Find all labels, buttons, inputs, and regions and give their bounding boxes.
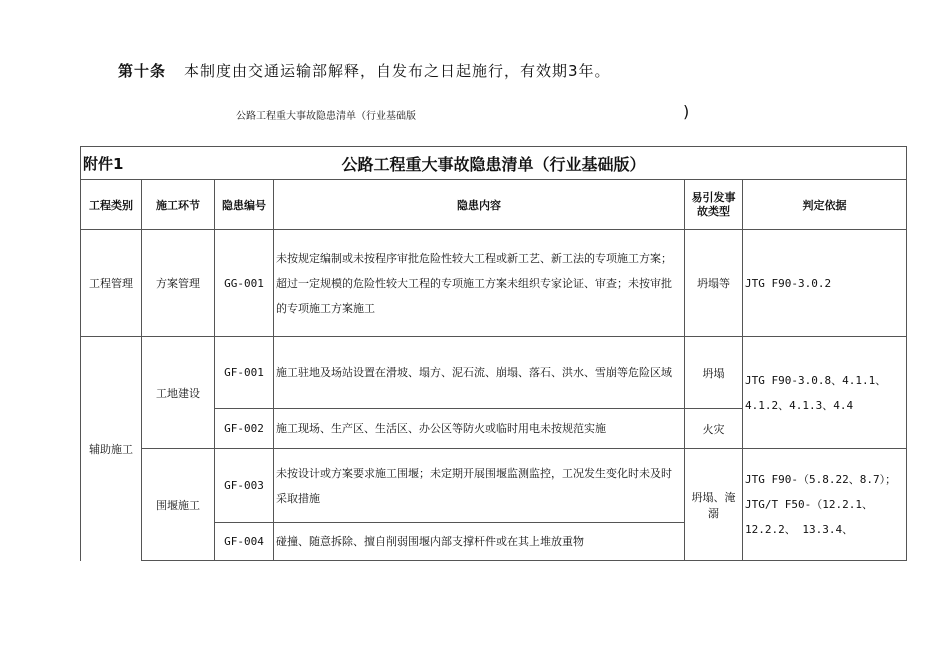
annex-label: 附件1 [83, 155, 124, 173]
header-content: 隐患内容 [274, 180, 685, 230]
table-title-row [81, 147, 907, 180]
cell-code: GF-003 [215, 449, 274, 523]
article-10 [118, 60, 611, 81]
table-row [81, 337, 907, 409]
cell-accident: 坍塌 [685, 337, 743, 409]
article-number: 第十条 [118, 62, 167, 80]
cell-basis: JTG F90-3.0.8、4.1.1、4.1.2、4.1.3、4.4 [743, 337, 907, 449]
cell-basis: JTG F90-（5.8.22、8.7）；JTG/T F50-（12.2.1、12.2.2、 13.3.4、 [743, 449, 907, 561]
cell-code: GF-002 [215, 409, 274, 449]
header-basis: 判定依据 [743, 180, 907, 230]
cell-content: 未按设计或方案要求施工围堰；未定期开展围堰监测监控，工况发生变化时未及时采取措施 [274, 449, 685, 523]
header-category: 工程类别 [81, 180, 142, 230]
cell-code: GG-001 [215, 230, 274, 337]
cell-stage: 围堰施工 [142, 449, 215, 561]
cell-content: 施工现场、生产区、生活区、办公区等防火或临时用电未按规范实施 [274, 409, 685, 449]
header-code: 隐患编号 [215, 180, 274, 230]
cell-code: GF-001 [215, 337, 274, 409]
header-accident: 易引发事故类型 [685, 180, 743, 230]
table-row [81, 230, 907, 337]
list-subtitle: 公路工程重大事故隐患清单（行业基础版 [236, 111, 416, 122]
table-title: 公路工程重大事故隐患清单（行业基础版） [341, 154, 646, 174]
article-text: 本制度由交通运输部解释，自发布之日起施行，有效期3年。 [184, 62, 611, 80]
cell-content: 未按规定编制或未按程序审批危险性较大工程或新工艺、新工法的专项施工方案；超过一定规模的危险性较大工程的专项施工方案未组织专家论证、审查；未按审批的专项施工方案施工 [274, 230, 685, 337]
cell-basis: JTG F90-3.0.2 [743, 230, 907, 337]
table-row [81, 449, 907, 523]
hazard-table [80, 146, 907, 561]
cell-category: 工程管理 [81, 230, 142, 337]
cell-category-group: 辅助施工 [81, 337, 142, 561]
closing-parenthesis: ) [683, 102, 690, 121]
cell-content: 碰撞、随意拆除、擅自削弱围堰内部支撑杆件或在其上堆放重物 [274, 523, 685, 561]
cell-accident: 坍塌等 [685, 230, 743, 337]
cell-stage: 工地建设 [142, 337, 215, 449]
table-title-cell [81, 147, 907, 180]
cell-stage: 方案管理 [142, 230, 215, 337]
cell-accident: 坍塌、淹溺 [685, 449, 743, 561]
table-header-row [81, 180, 907, 230]
cell-accident: 火灾 [685, 409, 743, 449]
header-stage: 施工环节 [142, 180, 215, 230]
cell-content: 施工驻地及场站设置在滑坡、塌方、泥石流、崩塌、落石、洪水、雪崩等危险区域 [274, 337, 685, 409]
cell-code: GF-004 [215, 523, 274, 561]
